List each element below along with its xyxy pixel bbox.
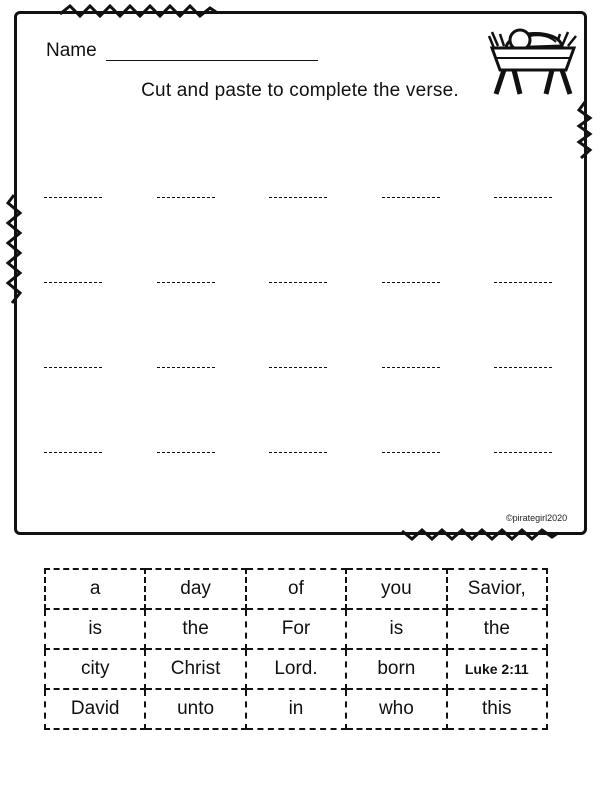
answer-blank[interactable] (44, 452, 102, 453)
word-card[interactable]: Savior, (447, 569, 547, 609)
instructions: Cut and paste to complete the verse. (141, 80, 459, 101)
answer-blank[interactable] (157, 367, 215, 368)
word-card[interactable]: day (145, 569, 245, 609)
answer-blank[interactable] (269, 282, 327, 283)
copyright: ©pirategirl2020 (506, 513, 568, 523)
answer-blank[interactable] (494, 452, 552, 453)
answer-blank[interactable] (494, 197, 552, 198)
answer-blank[interactable] (44, 197, 102, 198)
zigzag-stitch-right-icon (576, 100, 594, 162)
zigzag-stitch-left-icon (4, 193, 24, 305)
name-label: Name (46, 40, 97, 61)
word-card[interactable]: a (45, 569, 145, 609)
word-card-row (45, 649, 547, 689)
word-card[interactable]: is (45, 609, 145, 649)
word-card[interactable]: in (246, 689, 346, 729)
word-card[interactable]: the (145, 609, 245, 649)
answer-blank[interactable] (157, 282, 215, 283)
answer-blank[interactable] (494, 367, 552, 368)
zigzag-stitch-bottom-icon (400, 525, 560, 545)
answer-blank[interactable] (382, 367, 440, 368)
answer-blank[interactable] (269, 197, 327, 198)
answer-blank[interactable] (382, 452, 440, 453)
answer-blank[interactable] (494, 282, 552, 283)
word-card-row (45, 569, 547, 609)
zigzag-stitch-top-icon (58, 2, 218, 20)
answer-blank[interactable] (157, 452, 215, 453)
word-card[interactable]: For (246, 609, 346, 649)
word-card[interactable]: city (45, 649, 145, 689)
answer-blank[interactable] (269, 367, 327, 368)
answer-blank[interactable] (382, 282, 440, 283)
word-cards-table (44, 568, 548, 730)
word-card[interactable]: of (246, 569, 346, 609)
word-card-row (45, 609, 547, 649)
word-card[interactable]: Lord. (246, 649, 346, 689)
answer-blank[interactable] (44, 367, 102, 368)
reference-card[interactable]: Luke 2:11 (447, 649, 547, 689)
word-card[interactable]: unto (145, 689, 245, 729)
answer-blank[interactable] (269, 452, 327, 453)
word-card[interactable]: the (447, 609, 547, 649)
word-card[interactable]: born (346, 649, 446, 689)
answer-blank[interactable] (44, 282, 102, 283)
word-card[interactable]: this (447, 689, 547, 729)
answer-blank[interactable] (157, 197, 215, 198)
answer-blank[interactable] (382, 197, 440, 198)
word-card-row (45, 689, 547, 729)
name-field-line[interactable] (106, 60, 318, 61)
word-card[interactable]: Christ (145, 649, 245, 689)
word-card[interactable]: is (346, 609, 446, 649)
word-card[interactable]: David (45, 689, 145, 729)
word-card[interactable]: who (346, 689, 446, 729)
word-card[interactable]: you (346, 569, 446, 609)
